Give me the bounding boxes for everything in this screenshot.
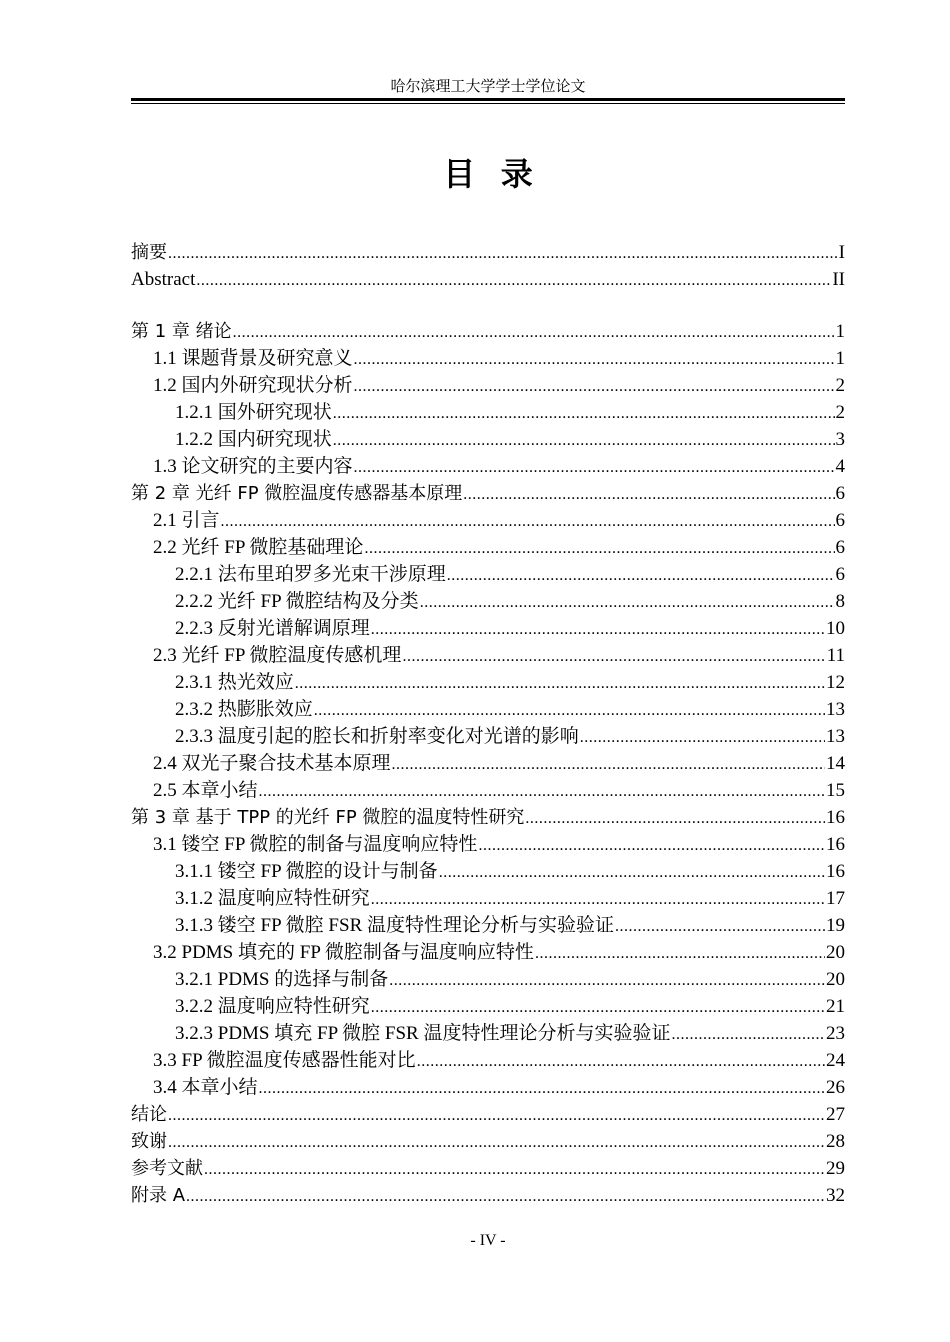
toc-leader-dots <box>463 481 834 508</box>
toc-entry-title: 2.2.3 反射光谱解调原理 <box>175 618 370 639</box>
toc-leader-dots <box>204 1156 825 1183</box>
toc-entry-page: 4 <box>835 456 845 477</box>
toc-leader-dots <box>580 724 825 751</box>
toc-leader-dots <box>389 967 825 994</box>
toc-entry-page: 6 <box>835 537 845 558</box>
toc-entry-title: 2.2.1 法布里珀罗多光束干涉原理 <box>175 564 446 585</box>
page-number: - IV - <box>470 1232 506 1249</box>
toc-entry-page: 28 <box>826 1131 845 1152</box>
toc-entry[interactable] <box>131 858 845 885</box>
toc-entry-title: 2.3 光纤 FP 微腔温度传感机理 <box>153 645 402 666</box>
toc-leader-dots <box>392 751 825 778</box>
toc-entry-title: 2.5 本章小结 <box>153 780 258 801</box>
toc-entry[interactable] <box>131 266 845 293</box>
toc-entry-page: 11 <box>826 645 845 666</box>
toc-entry-title: 2.1 引言 <box>153 510 220 531</box>
toc-entry[interactable] <box>131 669 845 696</box>
toc-entry-page: 20 <box>826 969 845 990</box>
toc-entry[interactable] <box>131 1047 845 1074</box>
toc-leader-dots <box>259 778 825 805</box>
toc-entry-title: 1.2.2 国内研究现状 <box>175 429 332 450</box>
toc-leader-dots <box>402 643 825 670</box>
toc-leader-dots <box>420 589 835 616</box>
toc-entry[interactable] <box>131 696 845 723</box>
toc-leader-dots <box>371 994 825 1021</box>
toc-entry-page: II <box>832 269 845 290</box>
toc-leader-dots <box>295 670 825 697</box>
toc-entry-page: 15 <box>826 780 845 801</box>
toc-entry-title: 参考文献 <box>131 1158 203 1179</box>
toc-leader-dots <box>233 319 835 346</box>
toc-entry[interactable] <box>131 318 845 345</box>
table-of-contents <box>131 239 845 1209</box>
toc-leader-dots <box>333 427 835 454</box>
toc-entry-page: I <box>838 242 845 263</box>
toc-entry-page: 24 <box>826 1050 845 1071</box>
toc-entry-page: 27 <box>826 1104 845 1125</box>
toc-entry[interactable] <box>131 966 845 993</box>
toc-entry-title: 3.3 FP 微腔温度传感器性能对比 <box>153 1050 416 1071</box>
toc-leader-dots <box>439 859 825 886</box>
toc-entry-page: 16 <box>826 861 845 882</box>
toc-leader-dots <box>354 373 835 400</box>
toc-entry-page: 8 <box>835 591 845 612</box>
toc-entry-page: 19 <box>826 915 845 936</box>
toc-entry-title: 2.3.3 温度引起的腔长和折射率变化对光谱的影响 <box>175 726 579 747</box>
toc-entry[interactable] <box>131 831 845 858</box>
toc-entry[interactable] <box>131 534 845 561</box>
toc-entry[interactable] <box>131 507 845 534</box>
toc-entry[interactable] <box>131 777 845 804</box>
toc-leader-dots <box>354 346 835 373</box>
toc-entry-title: 3.2 PDMS 填充的 FP 微腔制备与温度响应特性 <box>153 942 534 963</box>
toc-leader-dots <box>186 1183 825 1210</box>
toc-entry-title: 第 1 章 绪论 <box>131 321 232 342</box>
toc-entry[interactable] <box>131 399 845 426</box>
toc-entry-title: 摘要 <box>131 242 167 263</box>
toc-leader-dots <box>333 400 835 427</box>
toc-entry-title: 第 3 章 基于 TPP 的光纤 FP 微腔的温度特性研究 <box>131 807 525 828</box>
toc-entry-title: 3.1.3 镂空 FP 微腔 FSR 温度特性理论分析与实验验证 <box>175 915 614 936</box>
toc-entry[interactable] <box>131 885 845 912</box>
toc-entry-page: 2 <box>835 402 845 423</box>
toc-entry-title: 1.3 论文研究的主要内容 <box>153 456 353 477</box>
toc-entry-title: 第 2 章 光纤 FP 微腔温度传感器基本原理 <box>131 483 463 504</box>
toc-leader-dots <box>259 1075 825 1102</box>
header-rule-thick <box>131 98 845 101</box>
toc-entry-title: 附录 A <box>131 1185 186 1206</box>
toc-entry-page: 2 <box>835 375 845 396</box>
toc-entry[interactable] <box>131 642 845 669</box>
toc-entry[interactable] <box>131 1074 845 1101</box>
toc-entry[interactable] <box>131 939 845 966</box>
toc-entry-page: 29 <box>826 1158 845 1179</box>
toc-leader-dots <box>417 1048 825 1075</box>
toc-entry[interactable] <box>131 1182 845 1209</box>
toc-entry-page: 12 <box>826 672 845 693</box>
toc-entry-title: 3.1.2 温度响应特性研究 <box>175 888 370 909</box>
toc-entry-page: 26 <box>826 1077 845 1098</box>
toc-entry-page: 21 <box>826 996 845 1017</box>
toc-entry[interactable] <box>131 588 845 615</box>
toc-entry-title: 1.1 课题背景及研究意义 <box>153 348 353 369</box>
toc-entry[interactable] <box>131 1128 845 1155</box>
toc-entry-title: 3.1 镂空 FP 微腔的制备与温度响应特性 <box>153 834 478 855</box>
toc-entry-title: 3.2.2 温度响应特性研究 <box>175 996 370 1017</box>
header-rule-thin <box>131 103 845 104</box>
toc-entry[interactable] <box>131 723 845 750</box>
toc-leader-dots <box>371 886 825 913</box>
toc-entry-title: 结论 <box>131 1104 167 1125</box>
toc-entry-page: 16 <box>826 834 845 855</box>
toc-leader-dots <box>168 1129 825 1156</box>
toc-entry[interactable] <box>131 993 845 1020</box>
toc-entry[interactable] <box>131 239 845 266</box>
toc-entry-title: 3.1.1 镂空 FP 微腔的设计与制备 <box>175 861 438 882</box>
toc-entry-page: 3 <box>835 429 845 450</box>
toc-leader-dots <box>478 832 825 859</box>
toc-entry-page: 6 <box>835 483 845 504</box>
toc-entry[interactable] <box>131 1101 845 1128</box>
toc-entry[interactable] <box>131 480 845 507</box>
toc-title: 目录 <box>443 155 559 193</box>
toc-leader-dots <box>371 616 825 643</box>
toc-entry[interactable] <box>131 912 845 939</box>
toc-entry-page: 16 <box>826 807 845 828</box>
toc-leader-dots <box>314 697 825 724</box>
toc-entry-page: 32 <box>826 1185 845 1206</box>
toc-entry[interactable] <box>131 372 845 399</box>
toc-leader-dots <box>672 1021 826 1048</box>
toc-leader-dots <box>535 940 825 967</box>
toc-leader-dots <box>168 240 838 267</box>
toc-entry[interactable] <box>131 426 845 453</box>
toc-entry-title: 3.4 本章小结 <box>153 1077 258 1098</box>
toc-entry-page: 10 <box>826 618 845 639</box>
toc-entry-page: 23 <box>826 1023 845 1044</box>
toc-entry-title: 1.2 国内外研究现状分析 <box>153 375 353 396</box>
toc-leader-dots <box>168 1102 825 1129</box>
toc-entry[interactable] <box>131 804 845 831</box>
toc-entry-title: 2.3.2 热膨胀效应 <box>175 699 313 720</box>
toc-entry[interactable] <box>131 1020 845 1047</box>
toc-entry-page: 6 <box>835 510 845 531</box>
toc-leader-dots <box>196 267 831 294</box>
toc-entry-title: Abstract <box>131 269 196 290</box>
toc-entry-title: 2.2 光纤 FP 微腔基础理论 <box>153 537 364 558</box>
toc-leader-dots <box>447 562 835 589</box>
toc-entry[interactable] <box>131 615 845 642</box>
toc-entry-title: 2.3.1 热光效应 <box>175 672 294 693</box>
toc-entry-page: 13 <box>826 726 845 747</box>
toc-leader-dots <box>364 535 834 562</box>
toc-entry-title: 2.4 双光子聚合技术基本原理 <box>153 753 391 774</box>
toc-entry-title: 3.2.3 PDMS 填充 FP 微腔 FSR 温度特性理论分析与实验验证 <box>175 1023 671 1044</box>
running-header: 哈尔滨理工大学学士学位论文 <box>390 79 586 95</box>
toc-entry-page: 13 <box>826 699 845 720</box>
toc-entry[interactable] <box>131 1155 845 1182</box>
toc-leader-dots <box>354 454 835 481</box>
toc-entry-page: 20 <box>826 942 845 963</box>
toc-entry-page: 14 <box>826 753 845 774</box>
toc-entry-title: 1.2.1 国外研究现状 <box>175 402 332 423</box>
toc-entry-title: 致谢 <box>131 1131 167 1152</box>
toc-leader-dots <box>525 805 825 832</box>
toc-entry-page: 17 <box>826 888 845 909</box>
toc-entry-title: 3.2.1 PDMS 的选择与制备 <box>175 969 389 990</box>
toc-leader-dots <box>615 913 825 940</box>
toc-entry[interactable] <box>131 561 845 588</box>
toc-entry[interactable] <box>131 750 845 777</box>
toc-entry-title: 2.2.2 光纤 FP 微腔结构及分类 <box>175 591 419 612</box>
toc-leader-dots <box>221 508 835 535</box>
toc-entry[interactable] <box>131 345 845 372</box>
toc-entry-page: 1 <box>835 321 845 342</box>
toc-entry-page: 6 <box>835 564 845 585</box>
toc-entry[interactable] <box>131 453 845 480</box>
toc-entry-page: 1 <box>835 348 845 369</box>
